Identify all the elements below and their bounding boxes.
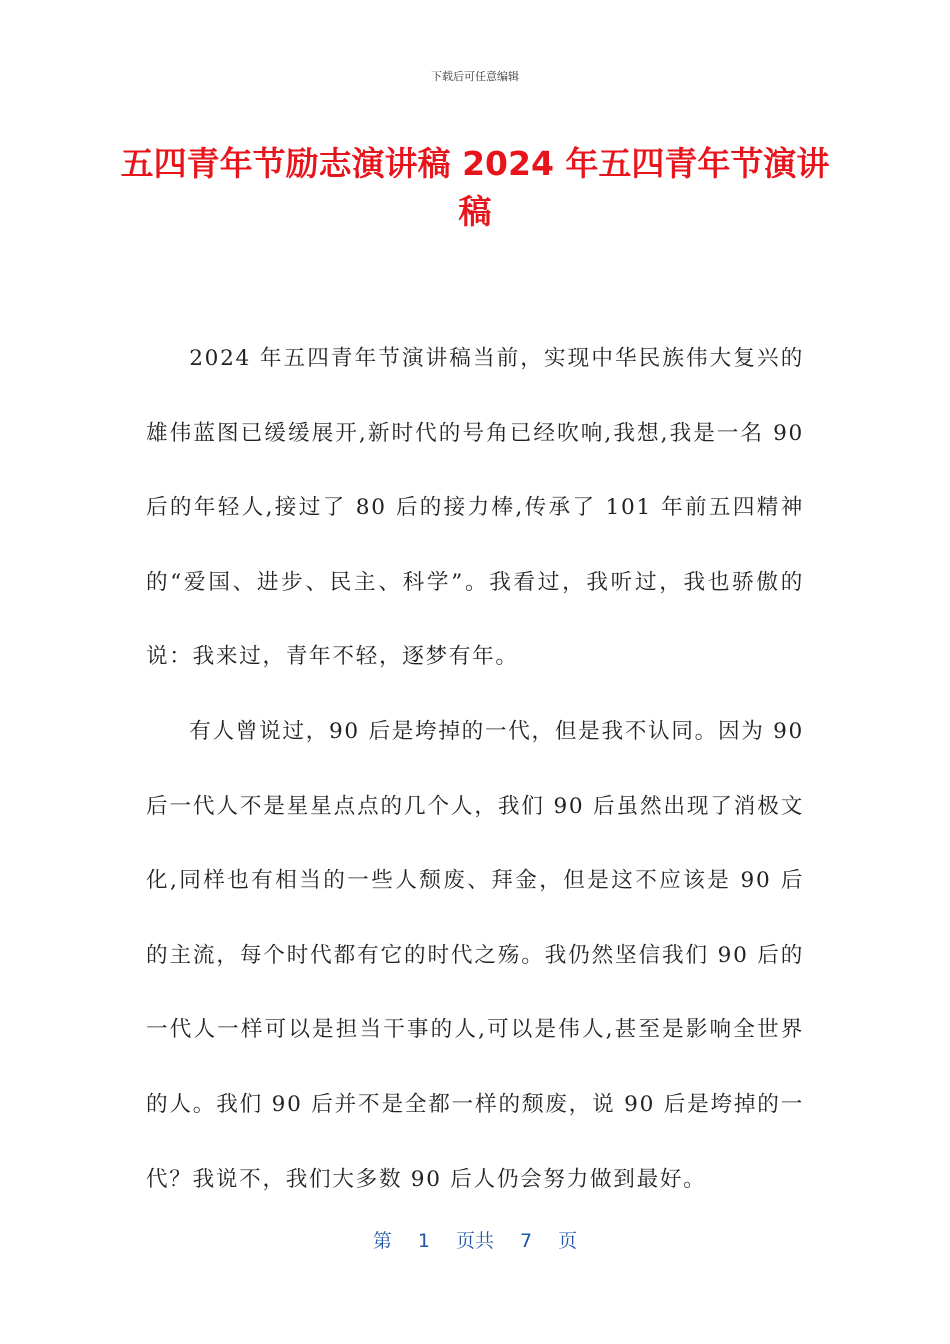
footer-middle: 页共 [455,1230,494,1252]
footer-page-number: 1 [417,1230,430,1252]
paragraph-1: 2024 年五四青年节演讲稿当前，实现中华民族伟大复兴的雄伟蓝图已缓缓展开,新时代的号角已经吹响,我想,我是一名 90 后的年轻人,接过了 80 后的接力棒,传承了 101 年前五四精神的“爱国、进步、民主、科学”。我看过，我听过，我也骄傲的说：我来过，青年不轻，逐梦有年。 [146,346,804,670]
header-note: 下载后可任意编辑 [431,70,519,83]
footer-total-pages: 7 [520,1230,533,1252]
footer-prefix: 第 [372,1230,392,1252]
document-body [146,322,804,1217]
document-title: 五四青年节励志演讲稿 2024 年五四青年节演讲稿 [120,144,830,231]
page-footer [0,1226,950,1253]
paragraph-2: 有人曾说过，90 后是垮掉的一代，但是我不认同。因为 90 后一代人不是星星点点的几个人，我们 90 后虽然出现了消极文化,同样也有相当的一些人颓废、拜金，但是这不应该是 90 后的主流，每个时代都有它的时代之殇。我仍然坚信我们 90 后的一代人一样可以是担当干事的人,可以是伟人,甚至是影响全世界的人。我们 90 后并不是全都一样的颓废，说 90 后是垮掉的一代？我说不，我们大多数 90 后人仍会努力做到最好。 [146,718,804,1192]
footer-suffix: 页 [558,1230,578,1252]
